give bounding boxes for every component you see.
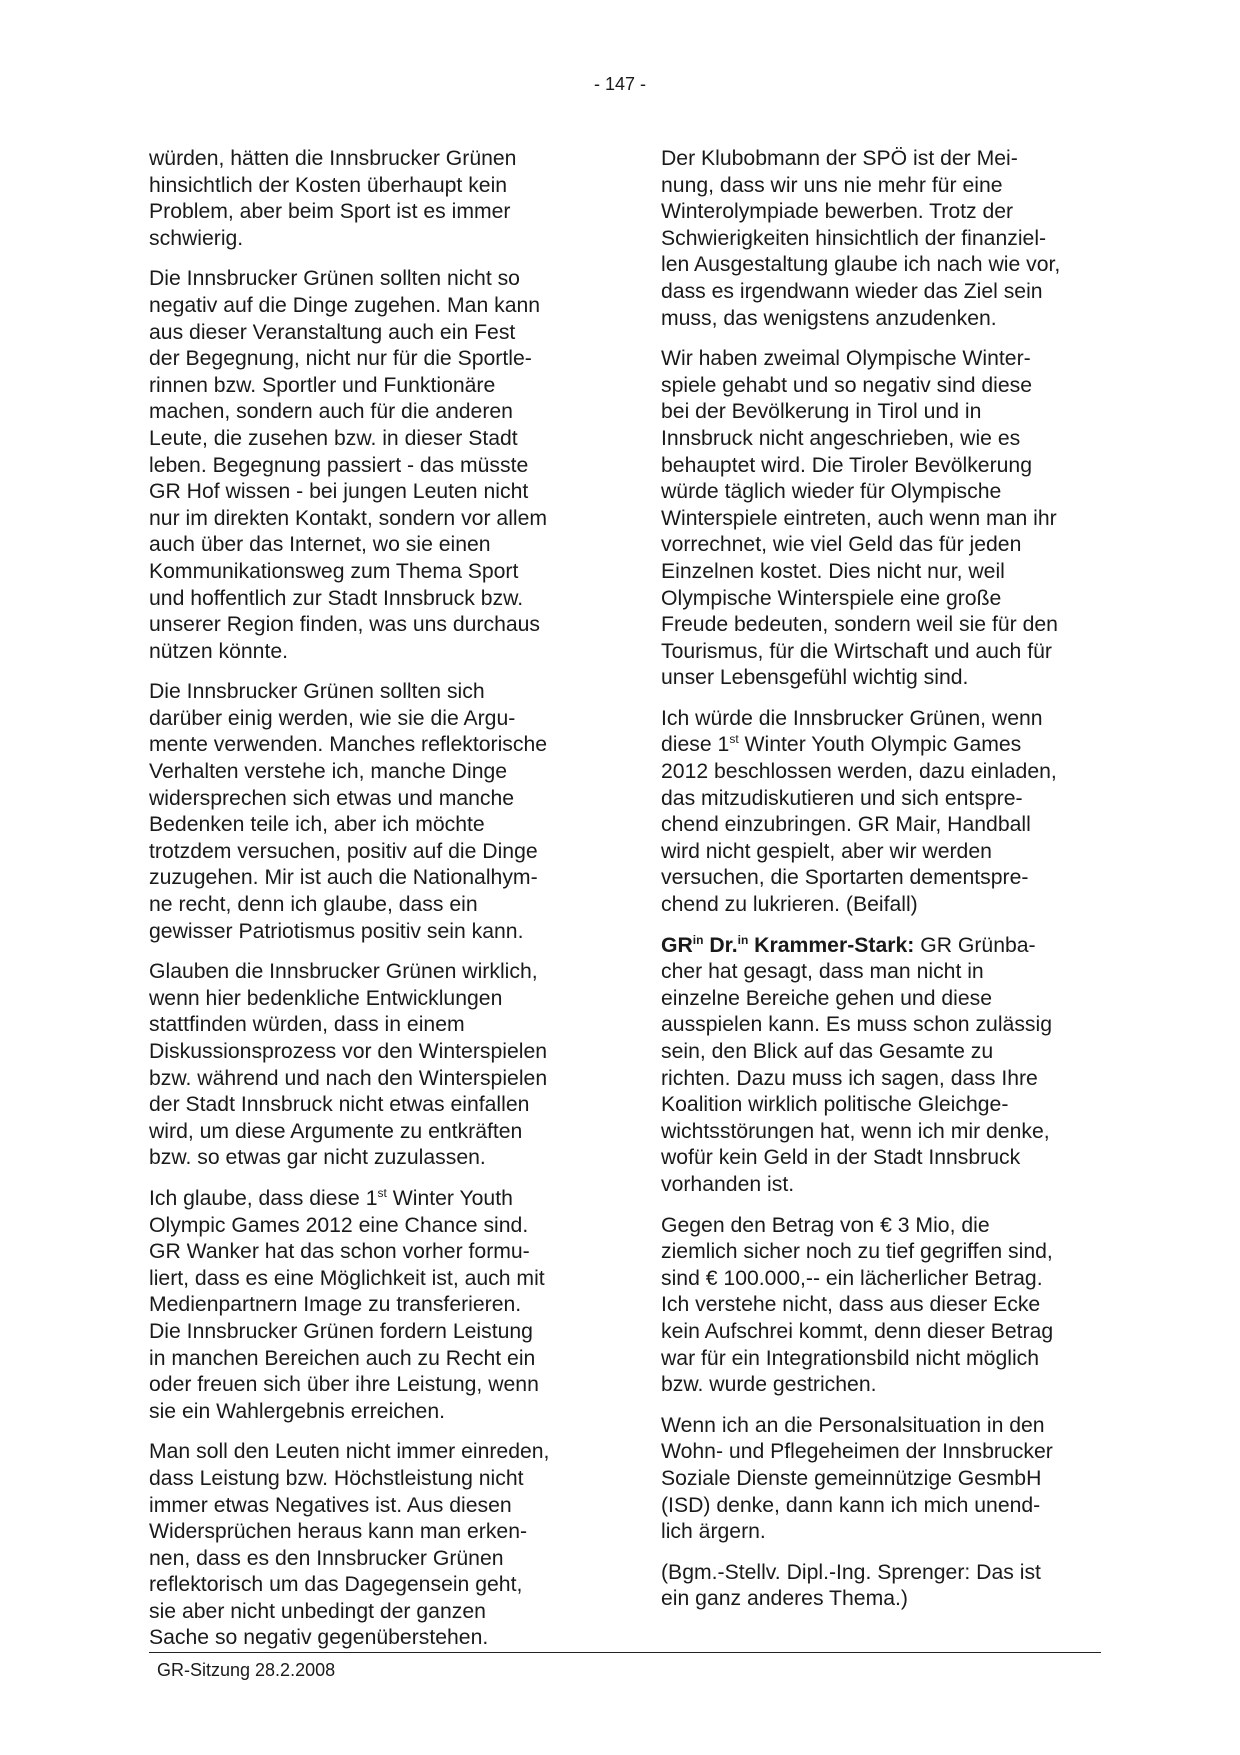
paragraph <box>149 959 589 1172</box>
speaker-name: Dr. <box>703 933 738 957</box>
footer-divider <box>149 1652 1101 1653</box>
paragraph <box>661 1560 1101 1613</box>
paragraph-text: Die Innsbrucker Grünen sollten sich darüber einig werden, wie sie die Argu- mente verwenden. Manches reflektorische Verhalten verstehe ich, manche Dinge widersprechen sich etwas und manche Bedenken teile ich, aber ich möchte trotzdem versuchen, positiv auf die Dinge zuzugehen. Mir ist auch die Nationalhym- ne recht, denn ich glaube, dass ein gewisser Patriotismus positiv sein kann. <box>149 680 548 943</box>
speaker-superscript: in <box>692 932 704 947</box>
paragraph <box>661 706 1101 919</box>
speaker-name: Krammer-Stark: <box>748 933 915 957</box>
paragraph <box>661 346 1101 692</box>
paragraph-text: Die Innsbrucker Grünen sollten nicht so negativ auf die Dinge zugehen. Man kann aus dieser Veranstaltung auch ein Fest der Begegnung, nicht nur für die Sportle- rinnen bzw. Sportler und Funktionäre machen, sondern auch für die anderen Leute, die zusehen bzw. in dieser Stadt leben. Begegnung passiert - das müsste GR Hof wissen - bei jungen Leuten nicht nur im direkten Kontakt, sondern vor allem auch über das Internet, wo sie einen Kommunikationsweg zum Thema Sport und hoffentlich zur Stadt Innsbruck bzw. unserer Region finden, was uns durchaus nützen könnte. <box>149 267 548 663</box>
paragraph-text: (Bgm.-Stellv. Dipl.-Ing. Sprenger: Das ist ein ganz anderes Thema.) <box>661 1560 1041 1611</box>
paragraph <box>661 933 1101 1199</box>
right-column <box>661 146 1101 1627</box>
ordinal-superscript: st <box>729 732 739 747</box>
paragraph-text: Glauben die Innsbrucker Grünen wirklich, wenn hier bedenkliche Entwicklungen stattfinden würden, dass in einem Diskussionsprozess vor den Winterspielen bzw. während und nach den Winterspielen der Stadt Innsbruck nicht etwas einfallen wird, um diese Argumente zu entkräften bzw. so etwas gar nicht zuzulassen. <box>149 960 548 1170</box>
paragraph-text: Winter Youth Olympic Games 2012 eine Chance sind. GR Wanker hat das schon vorher formu- liert, dass es eine Möglichkeit ist, auch mit Medienpartnern Image zu transferieren. Die Innsbrucker Grünen fordern Leistung in manchen Bereichen auch zu Recht ein oder freuen sich über ihre Leistung, wenn sie ein Wahlergebnis erreichen. <box>149 1186 545 1423</box>
paragraph-text: Wenn ich an die Personalsituation in den Wohn- und Pflegeheimen der Innsbrucker Soziale Dienste gemeinnützige GesmbH (ISD) denke, dann kann ich mich unend- lich ärgern. <box>661 1413 1053 1544</box>
left-column <box>149 146 589 1666</box>
paragraph-text: Man soll den Leuten nicht immer einreden, dass Leistung bzw. Höchstleistung nicht immer etwas Negatives ist. Aus diesen Widersprüchen heraus kann man erken- nen, dass es den Innsbrucker Grünen reflektorisch um das Dagegensein geht, sie aber nicht unbedingt der ganzen Sache so negativ gegenüberstehen. <box>149 1440 550 1650</box>
paragraph <box>149 1439 589 1652</box>
paragraph <box>661 1413 1101 1546</box>
paragraph-text: GR Grünba- cher hat gesagt, dass man nicht in einzelne Bereiche gehen und diese ausspielen kann. Es muss schon zulässig sein, den Blick auf das Gesamte zu richten. Dazu muss ich sagen, dass Ihre Koalition wirklich politische Gleichge- wichtsstörungen hat, wenn ich mir denke, wofür kein Geld in der Stadt Innsbruck vorhanden ist. <box>661 933 1052 1196</box>
paragraph <box>661 146 1101 332</box>
speaker-name: GR <box>661 933 693 957</box>
paragraph <box>149 146 589 252</box>
ordinal-superscript: st <box>377 1185 387 1200</box>
paragraph-text: Ich glaube, dass diese 1 <box>149 1186 378 1210</box>
page-number: - 147 - <box>593 74 647 94</box>
paragraph <box>661 1213 1101 1399</box>
paragraph <box>149 1186 589 1425</box>
paragraph-text: Wir haben zweimal Olympische Winter- spiele gehabt und so negativ sind diese bei der Bevölkerung in Tirol und in Innsbruck nicht angeschrieben, wie es behauptet wird. Die Tiroler Bevölkerung würde täglich wieder für Olympische Winterspiele eintreten, auch wenn man ihr vorrechnet, wie viel Geld das für jeden Einzelnen kostet. Dies nicht nur, weil Olympische Winterspiele eine große Freude bedeuten, sondern weil sie für den Tourismus, für die Wirtschaft und auch für unser Lebensgefühl wichtig sind. <box>661 347 1058 690</box>
paragraph-text: würden, hätten die Innsbrucker Grünen hinsichtlich der Kosten überhaupt kein Problem, aber beim Sport ist es immer schwierig. <box>149 147 517 250</box>
paragraph <box>149 266 589 665</box>
paragraph-text: Gegen den Betrag von € 3 Mio, die ziemlich sicher noch zu tief gegriffen sind, sind € 100.000,-- ein lächerlicher Betrag. Ich verstehe nicht, dass aus dieser Ecke kein Aufschrei kommt, denn dieser Betrag war für ein Integrationsbild nicht möglich bzw. wurde gestrichen. <box>661 1213 1054 1397</box>
paragraph-text: Der Klubobmann der SPÖ ist der Mei- nung, dass wir uns nie mehr für eine Winterolympiade bewerben. Trotz der Schwierigkeiten hinsichtlich der finanziel- len Ausgestaltung glaube ich nach wie vor, dass es irgendwann wieder das Ziel sein muss, das wenigstens anzudenken. <box>661 147 1061 330</box>
paragraph-text: Ich würde die Innsbrucker Grünen, wenn diese 1 <box>661 706 1043 757</box>
paragraph <box>149 679 589 945</box>
footer-text: GR-Sitzung 28.2.2008 <box>157 1660 336 1680</box>
speaker-superscript: in <box>737 932 749 947</box>
paragraph-text: Winter Youth Olympic Games 2012 beschlossen werden, dazu einladen, das mitzudiskutieren und sich entspre- chend einzubringen. GR Mair, Handball wird nicht gespielt, aber wir werden versuchen, die Sportarten dementspre- chend zu lukrieren. (Beifall) <box>661 733 1057 917</box>
